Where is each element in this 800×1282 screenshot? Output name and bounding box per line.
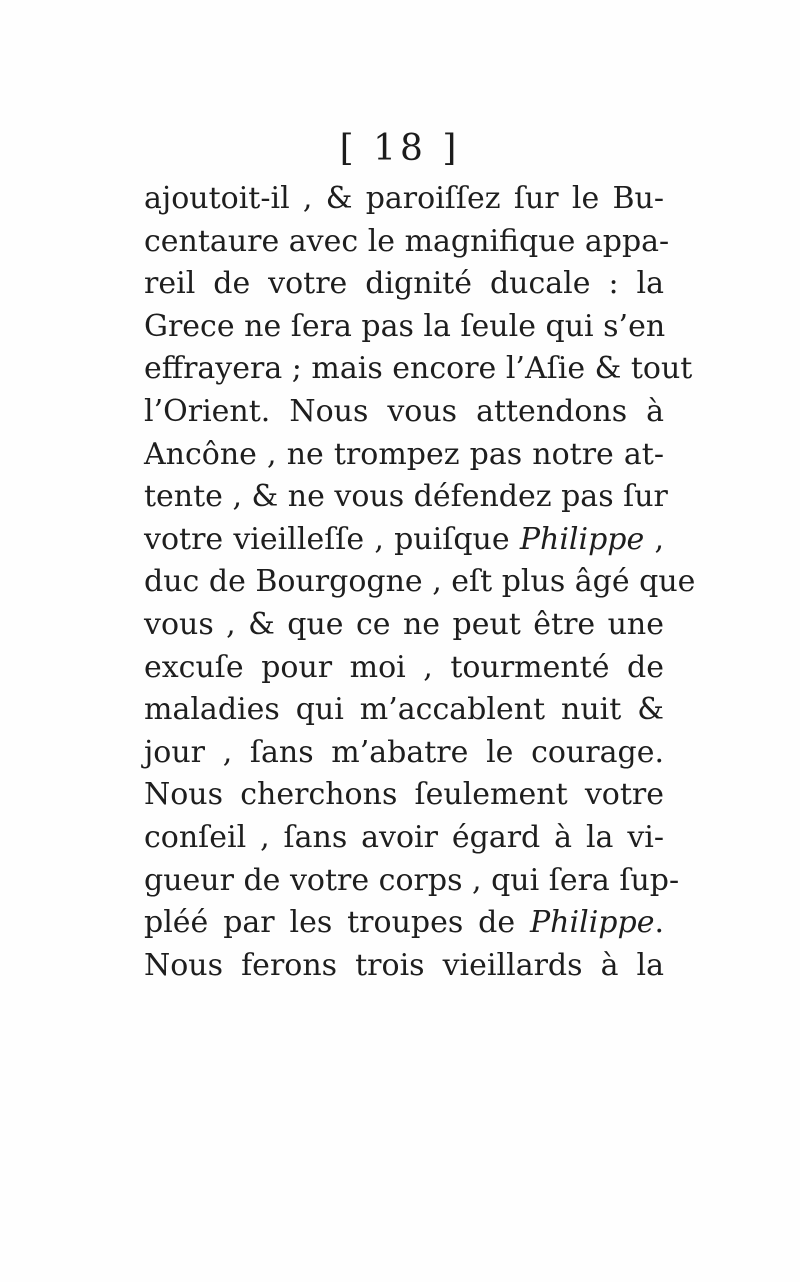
text-segment: maladies qui m’accablent nuit &: [144, 692, 664, 728]
text-segment: reil de votre dignité ducale : la: [144, 266, 664, 302]
text-line: [144, 221, 670, 264]
text-segment: excuſe pour moi , tourmenté de: [144, 649, 664, 685]
text-line: [144, 263, 664, 306]
text-line: [144, 689, 664, 732]
text-segment: .: [654, 905, 664, 941]
text-line: [144, 391, 664, 434]
text-segment: ajoutoit-il , & paroiſſez ſur le Bu-: [144, 181, 664, 216]
text-line: [144, 902, 664, 945]
page-number: [ 18 ]: [339, 128, 461, 169]
text-segment: duc de Bourgogne , eſt plus âgé que: [144, 564, 696, 600]
text-segment: tente , & ne vous défendez pas ſur: [144, 479, 668, 515]
text-line: [144, 604, 664, 647]
italic-name: Philippe: [530, 905, 655, 941]
text-segment: centaure avec le magnifique appa-: [144, 223, 670, 259]
text-line: [144, 519, 664, 562]
text-segment: ,: [644, 521, 665, 557]
text-line: [144, 647, 664, 690]
text-line: [144, 817, 664, 860]
text-segment: pléé par les troupes de: [144, 905, 530, 941]
text-line: [144, 860, 680, 903]
text-segment: Nous ferons trois vieillards à la: [144, 947, 664, 983]
text-line: [144, 348, 693, 391]
text-segment: Grece ne ſera pas la ſeule qui s’en: [144, 308, 666, 344]
text-line: [144, 178, 664, 221]
text-line: [144, 434, 664, 477]
text-segment: vous , & que ce ne peut être une: [144, 606, 664, 642]
text-segment: jour , ſans m’abatre le courage.: [144, 734, 664, 770]
text-segment: conſeil , ſans avoir égard à la vi-: [144, 819, 664, 855]
text-line: [144, 774, 664, 817]
text-line: [144, 476, 668, 519]
text-segment: effrayera ; mais encore l’Aſie & tout: [144, 351, 693, 387]
text-line: [144, 306, 664, 349]
italic-name: Philippe: [519, 521, 645, 557]
text-segment: Nous cherchons ſeulement votre: [144, 777, 664, 813]
text-segment: gueur de votre corps , qui ſera ſup-: [144, 862, 680, 898]
text-line: [144, 945, 664, 988]
text-line: [144, 732, 664, 775]
body-text: [144, 178, 696, 987]
text-segment: votre vieilleſſe , puiſque: [144, 521, 520, 557]
text-line: [144, 561, 696, 604]
text-segment: Ancône , ne trompez pas notre at-: [144, 436, 664, 472]
text-segment: l’Orient. Nous vous attendons à: [144, 393, 664, 429]
